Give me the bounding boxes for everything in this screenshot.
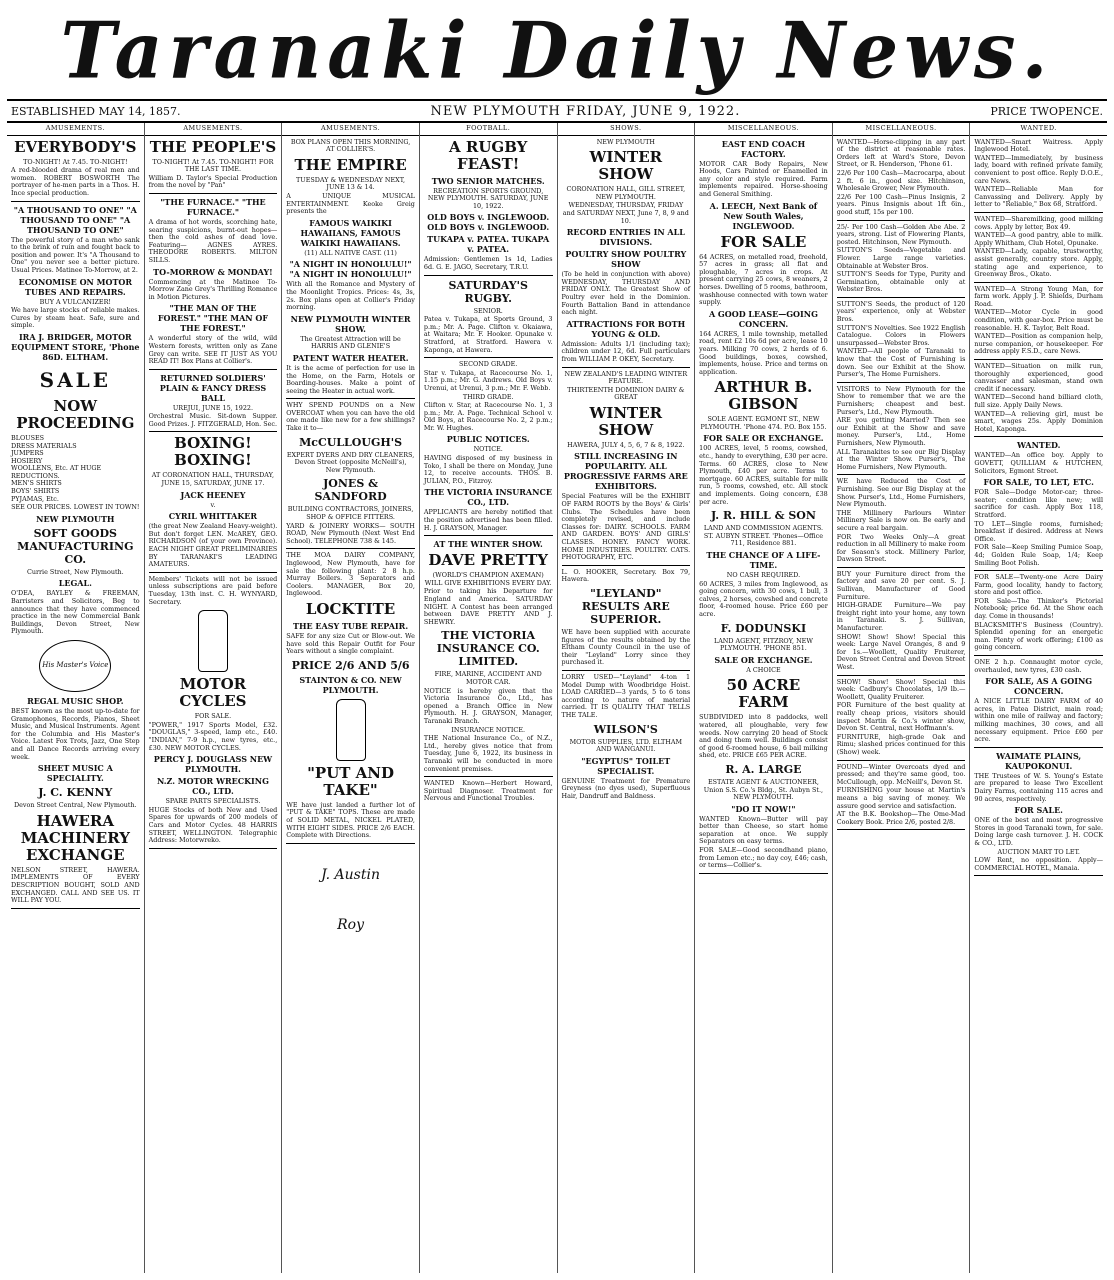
column-8 xyxy=(970,123,1107,1273)
advert-heading: A RUGBY FEAST! xyxy=(449,137,528,173)
advert-text: FOR SALE—Good secondhand piano, from Lemon etc.; no day coy, £46; cash, or terms—Collier's. xyxy=(699,846,828,870)
advert-heading: McCULLOUGH'S xyxy=(299,435,403,449)
advert-text: FOR Sale—The Thinker's Pictorial Notebook; price 6d. At the Show each day. Come in thousands! xyxy=(974,596,1103,621)
advert-caption: NEW PLYMOUTH xyxy=(596,137,655,146)
advert-heading: WAIMATE PLAINS, KAUPOKONUI. xyxy=(996,750,1082,771)
advert-text: 164 ACRES, 1 mile township, metalled road, rent £2 10s 6d per acre, lease 10 years. Milking 70 cows, 2 herds of 6. Good buildings, boxes, cowshed, implements, house. Price and terms on application. xyxy=(699,329,828,376)
advert-caption: The Greatest Attraction will be HARRIS AND GLENIE'S xyxy=(300,334,401,351)
advert-text: HIGH-GRADE Furniture—We pay freight right into your home, any town in Taranaki. S. J. Sullivan, Manufacturer. xyxy=(836,601,966,633)
advert-text: WANTED—Lady, capable, trustworthy, assist generally, country store. Apply, stating age and experience, to Greenway Bros., Okato. xyxy=(974,247,1103,279)
advert-caption: NOTICE. xyxy=(473,445,503,454)
advert-heading: "DO IT NOW!" xyxy=(731,803,796,814)
advert-heading: STAINTON & CO. NEW PLYMOUTH. xyxy=(299,674,402,695)
divider xyxy=(837,382,966,383)
advert-heading: THE VICTORIA INSURANCE CO., LTD. xyxy=(424,487,552,508)
divider xyxy=(286,398,415,399)
advert-heading: THE PEOPLE'S xyxy=(149,137,277,156)
advert-heading: PUBLIC NOTICES. xyxy=(446,434,530,445)
advert-caption: SOLE AGENT. EGMONT ST., NEW PLYMOUTH. 'Phone 474. P.O. Box 155. xyxy=(700,415,827,431)
divider xyxy=(149,431,278,432)
advert-text: (the great New Zealand Heavy-weight). But don't forget LEN. McAREY, GEO. RICHARDSON (of your own Province). EACH NIGHT GREAT PRELIMINARIES BY TARANAKI'S LEADING AMATEURS. xyxy=(148,522,278,569)
advert-heading: SALE xyxy=(39,367,111,392)
advert-text: DRESS MATERIALS xyxy=(11,441,77,450)
divider xyxy=(424,357,553,358)
advert-text: With all the Romance and Mystery of the Moonlight Tropics. Prices: 4s, 3s, 2s. Box plans open at Collier's Friday morning. xyxy=(286,280,415,312)
advert-text: A red-blooded drama of real men and women. ROBERT BOSWORTH The portrayer of he-men parts in a Thos. H. Ince special production. xyxy=(11,166,140,197)
advert-heading: SATURDAY'S RUGBY. xyxy=(448,278,528,305)
advert-text: Star v. Tukapa, at Racecourse No. 1, 1.15 p.m.; Mr. G. Andrews. Old Boys v. Urenui, at Urenui, 3 p.m.; Mr. F. Webb. xyxy=(423,368,553,392)
divider xyxy=(424,275,553,276)
divider xyxy=(837,760,966,761)
advert-heading: J. C. KENNY xyxy=(38,786,113,800)
divider xyxy=(149,369,278,370)
advert-caption: MOTOR SUPPLIES, LTD. ELTHAM AND WANGANUI. xyxy=(569,737,683,754)
divider xyxy=(11,908,140,909)
advert-text: Orchestral Music. Sit-down Supper. Good Prizes. J. FITZGERALD, Hon. Sec. xyxy=(148,412,278,428)
advert-heading: THE CHANCE OF A LIFE-TIME. xyxy=(706,550,821,570)
advert-caption: SEE OUR PRICES. LOWEST IN TOWN! xyxy=(11,503,140,512)
advert-text: WE have just landed a further lot of "PUT & TAKE" TOPS. These are made of SOLID METAL, NICKEL PLATED, WITH EIGHT SIDES. PRICE 2/6 EACH. Complete with Directions. xyxy=(286,800,415,840)
divider xyxy=(974,436,1103,437)
advert-caption: BOX PLANS OPEN THIS MORNING, AT COLLIER'S. xyxy=(290,137,411,154)
advert-text: 25/- Per 100 Cash—Golden Abe Abe. 2 years, strong. List of Flowering Plants, posted. Hitchinson, New Plymouth. xyxy=(836,222,966,246)
advert-text: ONE 2 h.p. Connaught motor cycle, overhauled, new tyres, £30 cash. xyxy=(974,658,1103,674)
column-heading: FOOTBALL. xyxy=(420,123,557,136)
advert-text: WANTED—All people of Taranaki to know that the Cost of Furnishing is down. See our Exhibit at the Show. Purser's, The Home Furnishers. xyxy=(836,347,966,379)
advert-text: SUTTON'S Seeds for Type, Purity and Germination, obtainable only at Webster Bros. xyxy=(836,270,966,294)
advert-caption: SECOND GRADE. xyxy=(459,360,518,369)
divider xyxy=(974,212,1103,213)
advert-text: BLACKSMITH'S Business (Country). Splendid opening for an energetic man. Plenty of work offering; £100 as going concern. xyxy=(974,620,1103,652)
advert-text: HUGE Stocks of both New and Used Spares for upwards of 200 models of Cars and Motor Cycles. 48 HARRIS STREET, WELLINGTON. Telegraphic Address: Motorwreko. xyxy=(148,805,278,845)
advert-heading: TUKAPA v. PATEA. TUKAPA v. PATEA. xyxy=(427,234,550,255)
advert-heading: 50 ACRE FARM xyxy=(726,676,801,712)
advert-caption: RECREATION SPORTS GROUND, NEW PLYMOUTH. SATURDAY, JUNE 10, 1922. xyxy=(427,186,549,210)
advert-caption: NO CASH REQUIRED. xyxy=(726,571,801,579)
advert-text: A wonderful story of the wild, wild Western forests, written only as Zane Grey can write. SEE IT JUST AS YOU READ IT! Box Plans at Collier's. xyxy=(148,334,278,366)
advert-caption: BUY A VULCANIZER! xyxy=(39,297,111,306)
advert-text: SUBDIVIDED into 8 paddocks, well watered, all ploughable, very few weeds. Now carrying 20 head of Stock and doing them well. Buildings consist of good 6-roomed house, 6 bail milking shed, etc. PRICE £65 PER ACRE. xyxy=(699,713,828,760)
columns-container xyxy=(7,122,1107,1273)
advert-text: O'DEA, BAYLEY & FREEMAN, Barristers and Solicitors, Beg to announce that they have commenced practice in the new Commercial Bank Buildings, Devon Street, New Plymouth. xyxy=(11,589,140,636)
advert-heading: "LEYLAND" RESULTS ARE SUPERIOR. xyxy=(581,587,670,626)
advert-heading: "A NIGHT IN HONOLULU!" "A NIGHT IN HONOLULU!" xyxy=(289,259,412,280)
column-4 xyxy=(420,123,558,1273)
advert-caption: LAND AGENT, FITZROY, NEW PLYMOUTH. 'PHONE 851. xyxy=(713,636,813,653)
advert-heading: FOR SALE xyxy=(720,232,807,251)
advert-text: William D. Taylor's Special Production from the novel by "Pan" xyxy=(148,173,278,190)
advert-text: MOTOR CAR Body Repairs, New Hoods, Cars Painted or Enamelled in any color and style required. Farm implements repaired. Horse-shoeing and General Smithing. xyxy=(699,159,828,198)
issue-date: NEW PLYMOUTH FRIDAY, JUNE 9, 1922. xyxy=(430,103,741,119)
divider xyxy=(562,367,691,368)
advert-text: HAVING disposed of my business in Toko, I shall be there on Monday, June 12, to receive accounts. THOS. B. JULIAN, P.O., Fitzroy. xyxy=(423,454,553,485)
advert-text: YARD & JOINERY WORKS— SOUTH ROAD, New Plymouth (Next West End School). TELEPHONE 738 & 145. xyxy=(286,521,415,545)
advert-heading: "EGYPTUS" TOILET SPECIALIST. xyxy=(581,755,671,776)
advert-text: WANTED—A Strong Young Man, for farm work. Apply J. P. Shields, Durham Road. xyxy=(974,284,1103,308)
advert-text: WANTED—Horse-clipping in any part of the district at reasonable rates. Orders left at Ward's Store, Devon Street, or R. Henderson, 'Phone 61. xyxy=(836,137,966,169)
advert-heading: LOCKTITE xyxy=(305,599,396,618)
advert-text: The powerful story of a man who sank to the brink of ruin and fought back to position and power. It's "A Thousand to One" you never see a better picture. Usual Prices. Matinee To-Morrow, at 2. xyxy=(11,235,140,274)
column-7 xyxy=(833,123,971,1273)
advert-caption: AT CORONATION HALL, THURSDAY, JUNE 15, SATURDAY, JUNE 17. xyxy=(151,471,275,488)
divider xyxy=(974,875,1103,876)
advert-heading: A GOOD LEASE—GOING CONCERN. xyxy=(708,308,818,329)
advert-text: WANTED—Reliable Man for Canvassing and Delivery. Apply by letter to "Reliable," Box 68, Stratford. xyxy=(974,185,1103,209)
advert-heading: OLD BOYS v. INGLEWOOD. OLD BOYS v. INGLEWOOD. xyxy=(427,212,550,233)
advert-text: LOW Rent, no opposition. Apply— COMMERCIAL HOTEL, Manaia. xyxy=(974,856,1103,872)
advert-caption: A CHOICE xyxy=(746,665,781,674)
advert-text: WANTED—Immediately, by business lady, board with refined private family, convenient to post office. Reply D.O.E., care News. xyxy=(974,153,1103,185)
advert-text: Prior to taking his Departure for England and America. SATURDAY NIGHT. A Contest has been arranged between DAVE PRETTY AND J. SHEWRY. xyxy=(423,587,553,626)
newspaper-page xyxy=(7,3,1107,1273)
advert-text: FOR Sale—Keep Smiling Pumice Soap, 4d; Golden Rule Soap, 1/4; Keep Smiling Boot Polish. xyxy=(974,543,1103,567)
advert-heading: HAWERA MACHINERY EXCHANGE xyxy=(20,811,130,864)
advert-caption: TO-NIGHT! At 7.45. TO-NIGHT! xyxy=(23,157,128,166)
advert-text: FOR SALE—Twenty-one Acre Dairy Farm, good locality, handy to factory, store and post office. xyxy=(974,573,1103,597)
advert-heading: RECORD ENTRIES IN ALL DIVISIONS. xyxy=(566,227,685,248)
advert-heading: RETURNED SOLDIERS' PLAIN & FANCY DRESS BALL xyxy=(159,372,267,403)
column-heading: MISCELLANEOUS. xyxy=(833,123,970,136)
advert-text: VISITORS to New Plymouth for the Show to remember that we are the Furnishers; cheapest and best. Purser's, Ltd., New Plymouth. xyxy=(836,384,966,416)
advert-caption: ESTATE AGENT & AUCTIONEER, Union S.S. Co.'s Bldg., St. Aubyn St., NEW PLYMOUTH. xyxy=(703,777,824,802)
advert-text: SUTTON'S Seeds—Vegetable and Flower. Large range varieties. Obtainable at Webster Bros. xyxy=(836,246,966,270)
advert-text: SUTTON'S Seeds, the product of 120 years' experience, only at Webster Bros. xyxy=(836,299,966,324)
price: PRICE TWOPENCE. xyxy=(990,104,1103,118)
advert-text: WHY SPEND POUNDS on a New OVERCOAT when you can have the old one made like new for a few shillings? Take it to— xyxy=(286,401,415,433)
advert-text: ALL Taranakites to see our Big Display at the Winter Show. Purser's, The Home Furnishers, New Plymouth. xyxy=(836,447,966,471)
advert-caption: HAWERA, JULY 4, 5, 6, 7 & 8, 1922. xyxy=(567,440,685,449)
advert-text: WANTED—Smart Waitress. Apply Inglewood Hotel. xyxy=(974,137,1103,154)
advert-caption: INSURANCE NOTICE. xyxy=(451,725,526,734)
advert-text: NOTICE is hereby given that the Victoria Insurance Co., Ltd., has opened a Branch Office in New Plymouth. H. J. GRAYSON, Manager, Taranaki Branch. xyxy=(423,686,553,725)
advert-heading: ARTHUR B. GIBSON xyxy=(714,378,813,414)
divider xyxy=(974,747,1103,748)
advert-text: BUY your Furniture direct from the factory and save 20 per cent. S. J. Sullivan, Manufacturer of Good Furniture. xyxy=(836,569,966,601)
advert-heading: PERCY J. DOUGLASS NEW PLYMOUTH. xyxy=(153,754,273,775)
advert-text: "POWER," 1917 Sports Model, £32. "DOUGLAS," 3-speed, lamp etc., £40. "INDIAN," 7-9 h.p., new tyres, etc., £30. NEW MOTOR CYCLES. xyxy=(148,720,278,752)
advert-text: AT the B.K. Bookshop—The Ome-Mad Cookery Book. Price 2/6, posted 2/8. xyxy=(836,810,966,826)
advert-text: FURNISHING your house at Martin's means a big saving of money. We assure good service and satisfaction. xyxy=(836,786,966,810)
advert-text: WANTED Known—Butter will pay better than Cheese, so start home separation at once. We supply Separators on easy terms. xyxy=(699,814,828,846)
column-heading: WANTED. xyxy=(970,123,1107,136)
advert-heading: MOTOR CYCLES xyxy=(179,675,247,711)
divider xyxy=(149,572,278,573)
divider xyxy=(11,201,140,202)
divider xyxy=(562,565,691,566)
column-heading: AMUSEMENTS. xyxy=(282,123,419,136)
advert-caption: BUILDING CONTRACTORS, JOINERS, SHOP & OFFICE FITTERS. xyxy=(287,505,414,522)
advert-text: WANTED—Motor Cycle in good condition, with gear-box. Price must be reasonable. H. K. Taylor, Belt Road. xyxy=(974,308,1103,332)
advert-heading: IRA J. BRIDGER, MOTOR EQUIPMENT STORE, 'Phone 86D. ELTHAM. xyxy=(11,331,140,362)
advert-text: TO LET—Single rooms, furnished; breakfast if desired. Address at News Office. xyxy=(974,519,1103,543)
divider xyxy=(837,829,966,830)
advert-caption: AUCTION MART TO LET. xyxy=(997,847,1080,856)
advert-text: FOR Furniture of the best quality at really cheap prices, visitors should inspect Martin & Co.'s winter show, Devon St. Central, next Hoffmann's. xyxy=(836,701,966,733)
advert-caption: EXPERT DYERS AND DRY CLEANERS, Devon Street (opposite McNeill's), New Plymouth. xyxy=(286,450,415,474)
advert-text: WANTED Known—Herbert Howard, Spiritual Diagnoser. Treatment for Nervous and Functional Troubles. xyxy=(423,779,553,803)
advert-heading: ATTRACTIONS FOR BOTH YOUNG & OLD. xyxy=(566,318,686,339)
advert-heading: WILSON'S xyxy=(593,722,658,736)
advert-text: A NICE LITTLE DAIRY FARM of 40 acres, in Patea District, main road; within one mile of railway and factory; milking machines, 30 cows, and all necessary equipment. Price £60 per acre. xyxy=(974,697,1103,744)
advert-caption: (11) ALL NATIVE CAST. (11) xyxy=(304,248,397,257)
divider xyxy=(837,220,966,221)
advert-heading: BOXING! BOXING! xyxy=(174,434,252,470)
signature-logo: J. Austin Roy xyxy=(321,866,380,933)
advert-heading: CYRIL WHITTAKER xyxy=(168,511,258,522)
advert-text: BOYS' SHIRTS xyxy=(11,487,60,496)
advert-heading: WINTER SHOW xyxy=(589,403,663,439)
advert-heading: PRICE 2/6 AND 5/6 xyxy=(291,658,410,672)
product-illustration-icon xyxy=(198,610,228,672)
advert-heading: "A THOUSAND TO ONE" "A THOUSAND TO ONE" "A THOUSAND TO ONE" xyxy=(13,204,137,235)
divider xyxy=(424,535,553,536)
advert-heading: JACK HEENEY xyxy=(180,489,246,500)
advert-text: BLOUSES xyxy=(11,433,44,442)
advert-text: (To be held in conjunction with above) WEDNESDAY, THURSDAY AND FRIDAY ONLY. The Greatest Show of Poultry ever held in the Dominion. Fourth Battalion Band in attendance each night. xyxy=(561,270,691,317)
product-illustration-icon xyxy=(336,699,366,761)
advert-heading: TWO SENIOR MATCHES. xyxy=(431,175,545,186)
advert-heading: WINTER SHOW xyxy=(589,148,663,184)
advert-caption: Devon Street Central, New Plymouth. xyxy=(14,801,137,810)
advert-text: NELSON STREET, HAWERA. IMPLEMENTS OF EVERY DESCRIPTION BOUGHT, SOLD AND EXCHANGED. CALL AND SEE US. IT WILL PAY YOU. xyxy=(11,865,140,905)
divider xyxy=(424,776,553,777)
advert-text: FOR Two Weeks Only—A great reduction in all Millinery to make room for Season's stock. Millinery Parlor, Dawson Street. xyxy=(836,532,966,564)
advert-heading: J. R. HILL & SON xyxy=(710,509,816,523)
gramophone-logo-icon: His Master's Voice xyxy=(39,640,111,692)
advert-heading: THE VICTORIA INSURANCE CO. LIMITED. xyxy=(436,629,540,669)
advert-text: SAFE for any size Cut or Blow-out. We have sold this Repair Outfit for Four Years without a single complaint. xyxy=(286,631,415,656)
advert-caption: THIRTEENTH DOMINION DAIRY & GREAT xyxy=(567,385,685,402)
advert-text: WE have Reduced the Cost of Furnishing. See our Big Display at the Show. Purser's, Ltd., Home Furnishers, New Plymouth. xyxy=(836,477,966,509)
advert-text: FOR Sale—Dodge Motor-car; three-seater; condition like new; will sacrifice for cash. Apply Box 118, Stratford. xyxy=(974,488,1103,519)
divider xyxy=(562,670,691,671)
advert-text: WANTED—Position as companion help, nurse companion, or housekeeper. For address apply F.S.D., care News. xyxy=(974,332,1103,356)
advert-caption: v. xyxy=(210,500,216,509)
advert-text: Admission: Gentlemen 1s 1d, Ladies 6d. G. E. JAGO, Secretary, T.R.U. xyxy=(423,255,553,271)
advert-text: WE have been supplied with accurate figures of the results obtained by the Eltham County Council in the use of their "Leyland" Lorry since they purchased it. xyxy=(561,628,691,667)
column-3 xyxy=(282,123,420,1273)
advert-heading: NEW PLYMOUTH xyxy=(36,513,115,524)
advert-text: A drama of hot words, scorching hate, searing suspicions, burnt-out hopes— then the cold ashes of dead love. Featuring— AGNES AYRES. THEODORE ROBERTS. MILTON SILLS. xyxy=(148,217,278,264)
advert-heading: PATENT WATER HEATER. xyxy=(292,352,409,363)
advert-heading: FAMOUS WAIKIKI HAWAIIANS, FAMOUS WAIKIKI HAWAIIANS. xyxy=(300,217,401,248)
advert-caption: WEDNESDAY, THURSDAY, FRIDAY and SATURDAY NEXT, June 7, 8, 9 and 10. xyxy=(562,201,689,225)
advert-heading: FOR SALE OR EXCHANGE. xyxy=(703,433,824,444)
advert-caption: FIRE, MARINE, ACCIDENT AND MOTOR CAR. xyxy=(434,670,542,686)
advert-heading: N.Z. MOTOR WRECKING CO., LTD. xyxy=(156,776,269,797)
divider xyxy=(837,567,966,568)
advert-text: It is the acme of perfection for use in the Home, on the Farm, Hotels or Boarding-houses. Make a point of seeing the Heater in actual work. xyxy=(286,363,415,395)
advert-text: FOUND—Winter Overcoats dyed and pressed; and they're same good, too. McCullough, opp. McNeill's, Devon St. xyxy=(836,762,966,786)
advert-heading: "THE FURNACE." "THE FURNACE." xyxy=(160,196,266,217)
advert-heading: TO-MORROW & MONDAY! xyxy=(153,266,273,277)
divider xyxy=(286,548,415,549)
advert-text: THE Millinery Parlours Winter Millinery Sale is now on. Be early and secure a real bargain. xyxy=(836,508,966,532)
advert-text: We have large stocks of reliable makes. Cures by steam heat. Safe, sure and simple. xyxy=(11,306,140,330)
advert-text: 100 ACRES, level, 5 rooms, cowshed, etc., handy to everything, £30 per acre. Terms. 60 ACRES, close to New Plymouth, £40 per acre. Terms to mortgage. 60 ACRES, suitable for milk run, 5 rooms, cowshed, etc. All stock and implements. Going concern, £38 per acre. xyxy=(699,444,828,506)
divider xyxy=(837,474,966,475)
masthead xyxy=(7,3,1107,99)
advert-text: SUTTON'S Novelties. See 1922 English Catalogue. Colors in Flowers unsurpassed—Webster Bros. xyxy=(836,323,966,347)
advert-text: 60 ACRES, 3 miles from Inglewood, as going concern, with 30 cows, 1 bull, 3 calves, 2 horses, cowshed and concrete floor, 4-roomed house. Price £60 per acre. xyxy=(699,579,828,618)
advert-heading: SHEET MUSIC A SPECIALITY. xyxy=(37,763,113,784)
advert-heading: POULTRY SHOW POULTRY SHOW xyxy=(565,249,687,270)
advert-caption: SENIOR. xyxy=(473,306,503,315)
advert-heading: WANTED. xyxy=(1016,440,1061,451)
advert-text: WANTED—An office boy. Apply to GOVETT, QUILLIAM & HUTCHEN, Solicitors, Egmont Street. xyxy=(974,451,1103,475)
advert-text: GENUINE Treatment for Premature Greyness (no dyes used), Superfluous Hair, Dandruff and Baldness. xyxy=(561,776,691,800)
advert-text: Members' Tickets will not be issued unless subscriptions are paid before Tuesday, 13th inst. C. H. WYNYARD, Secretary. xyxy=(148,574,278,606)
advert-caption: NEW ZEALAND'S LEADING WINTER FEATURE. xyxy=(564,369,688,386)
advert-heading: DAVE PRETTY xyxy=(428,551,548,570)
divider xyxy=(974,655,1103,656)
column-heading: SHOWS. xyxy=(558,123,695,136)
advert-text: A UNIQUE MUSICAL ENTERTAINMENT. Keoke Greig presents the xyxy=(286,191,415,216)
advert-text: FURNITURE, high-grade Oak and Rimu; slashed prices continued for this (Show) week. xyxy=(836,732,966,756)
advert-text: 22/6 Per 100 Cash—Macrocarpa, about 2 ft. 6 in., good size. Hitchinson, Wholesale Grower, New Plymouth. xyxy=(836,168,966,193)
divider xyxy=(974,570,1103,571)
advert-text: JUMPERS xyxy=(11,449,44,458)
divider xyxy=(149,848,278,849)
advert-text: THE MOA DAIRY COMPANY, Inglewood, New Plymouth, have for sale the following plant: 2 8 h.p. Murray Boilers. 3 Separators and Coolers. MANAGER, Box 20, Inglewood. xyxy=(286,551,415,598)
divider xyxy=(149,193,278,194)
newspaper-title: Taranaki Daily News. xyxy=(60,5,1054,97)
divider xyxy=(699,873,828,874)
advert-text: SHOW! Show! Show! Special this week: Large Navel Oranges, 8 and 9 for 1s.—Woollett, Quality Fruiterer, Devon Street Central and Devon Street West. xyxy=(836,632,966,671)
established-date: ESTABLISHED MAY 14, 1857. xyxy=(11,104,181,118)
advert-text: L. O. HOOKER, Secretary. Box 79, Hawera. xyxy=(561,567,691,584)
column-1 xyxy=(7,123,145,1273)
divider xyxy=(286,843,415,844)
advert-heading: FOR SALE, AS A GOING CONCERN. xyxy=(985,676,1093,697)
advert-caption: TUESDAY & WEDNESDAY NEXT, JUNE 13 & 14. xyxy=(296,175,406,192)
advert-caption: SPARE PARTS SPECIALISTS. xyxy=(165,797,261,806)
advert-caption: TO-NIGHT! At 7.45. TO-NIGHT! FOR THE LAST TIME. xyxy=(152,157,274,174)
advert-caption: CORONATION HALL, GILL STREET, NEW PLYMOUTH. xyxy=(566,185,686,201)
column-6 xyxy=(695,123,833,1273)
advert-text: MEN'S SHIRTS xyxy=(11,479,62,488)
advert-heading: THE EMPIRE xyxy=(294,155,407,174)
divider xyxy=(837,675,966,676)
advert-text: WANTED—Second hand billiard cloth, full size. Apply Daily News. xyxy=(974,393,1103,409)
advert-heading: AT THE WINTER SHOW. xyxy=(433,539,543,550)
advert-text: Clifton v. Star, at Racecourse No. 1, 3 p.m.; Mr. A. Page. Technical School v. Old Boys, at Racecourse No. 2, 2 p.m.; Mr. W. Hughes. xyxy=(423,401,553,432)
advert-caption: FOR SALE. xyxy=(194,712,232,721)
advert-heading: "THE MAN OF THE FOREST." "THE MAN OF THE FOREST." xyxy=(157,303,269,334)
advert-caption: LAND AND COMMISSION AGENTS. ST. AUBYN STREET. 'Phones—Office 711, Residence 881. xyxy=(703,524,824,548)
column-2 xyxy=(145,123,283,1273)
dateline-bar xyxy=(7,99,1107,122)
advert-heading: NEW PLYMOUTH WINTER SHOW. xyxy=(290,313,411,334)
advert-text: WOOLLENS, Etc. AT HUGE REDUCTIONS. xyxy=(11,464,102,480)
advert-text: ARE you getting Married? Then see our Exhibit at the Show and save money. Purser's, Ltd., Home Furnishers, New Plymouth. xyxy=(836,416,966,447)
advert-text: Commencing at the Matinee To-Morrow Zane Grey's Thrilling Romance in Motion Pictures. xyxy=(148,277,278,301)
advert-text: 22/6 Per 100 Cash—Pinus Insignis, 2 years. Pinus Insignis about 1ft 6in., good stuff, 15s per 100. xyxy=(836,192,966,216)
advert-heading: FOR SALE, TO LET, ETC. xyxy=(983,477,1094,488)
advert-heading: LEGAL. xyxy=(58,578,92,589)
advert-text: LORRY USED—"Leyland" 4-ton 1 Model Dump with Woodbridge Hoist. LOAD CARRIED—3 yards, 5 to 6 tons according to nature of material carried. IT IS QUALITY THAT TELLS THE TALE. xyxy=(561,672,691,719)
advert-heading: EVERYBODY'S xyxy=(14,137,137,156)
advert-text: PYJAMAS, Etc. xyxy=(11,494,59,503)
advert-text: HOSIERY xyxy=(11,456,43,465)
advert-text: Patea v. Tukapa, at Sports Ground, 3 p.m.; Mr. A. Page. Clifton v. Okaiawa, at Waitara; Mr. F. Hooker. Opunake v. Stratford, at Stratford. Hawera v. Kaponga, at Hawera. xyxy=(423,315,553,354)
advert-heading: "PUT AND TAKE" xyxy=(307,763,395,799)
divider xyxy=(974,359,1103,360)
advert-text: Special Features will be the EXHIBIT OF FARM ROOTS by the Boys' & Girls' Clubs. The Schedules have been completely revised, and include Classes for: DAIRY. SCHOOLS. FARM AND GARDEN. BOYS' AND GIRLS' CLASSES. HONEY. FANCY WORK. HOME INDUSTRIES. POULTRY. CATS. PHOTOGRAPHY, ETC. xyxy=(561,492,691,562)
advert-text: 64 ACRES, on metalled road, freehold, 57 acres in grass; all flat and ploughable, 7 acres in crops. At present carrying 25 cows, 8 weaners, 2 horses. Dwelling of 5 rooms, bathroom, washhouse connected with town water supply. xyxy=(699,252,828,307)
advert-text: WANTED—A relieving girl, must be smart, wages 25s. Apply Dominion Hotel, Kaponga. xyxy=(974,409,1103,433)
advert-text: WANTED—A good pantry, able to milk. Apply Whitham, Club Hotel, Opunake. xyxy=(974,231,1103,247)
advert-text: APPLICANTS are hereby notified that the position advertised has been filled. H. J. GRAYSON, Manager. xyxy=(423,508,553,532)
column-5 xyxy=(558,123,696,1273)
divider xyxy=(837,297,966,298)
advert-heading: REGAL MUSIC SHOP. xyxy=(27,696,124,706)
advert-heading: STILL INCREASING IN POPULARITY. ALL PROGRESSIVE FARMS ARE EXHIBITORS. xyxy=(563,451,688,492)
advert-caption: (WORLD'S CHAMPION AXEMAN) WILL GIVE EXHIBITIONS EVERY DAY. xyxy=(424,571,552,587)
advert-heading: FOR SALE. xyxy=(1014,805,1063,816)
advert-text: Admission: Adults 1/1 (including tax); children under 12, 6d. Full particulars from WILLIAM P. OKEY, Secretary. xyxy=(561,339,691,363)
advert-text: WANTED—Situation on milk run, thoroughly experienced, good canvasser and salesman, stand own credit if necessary. xyxy=(974,362,1103,393)
advert-heading: R. A. LARGE xyxy=(725,762,802,776)
advert-heading: SOFT GOODS MANUFACTURING CO. xyxy=(17,526,134,566)
advert-text: THE National Insurance Co., of N.Z., Ltd., hereby gives notice that from Tuesday, June 6, 1922, its business in Taranaki will be conducted in more convenient premises. xyxy=(423,734,553,773)
advert-heading: SALE OR EXCHANGE. xyxy=(714,654,813,665)
advert-heading: ECONOMISE ON MOTOR TUBES AND REPAIRS. xyxy=(18,276,133,297)
advert-heading: NOW PROCEEDING xyxy=(16,396,135,432)
advert-text: SHOW! Show! Show! Special this week: Cadbury's Chocolates, 1/9 lb.—Woollett, Quality Fruiterer. xyxy=(836,677,966,701)
advert-heading: THE EASY TUBE REPAIR. xyxy=(293,620,409,631)
advert-heading: EAST END COACH FACTORY. xyxy=(721,138,806,159)
advert-caption: Currie Street, New Plymouth. xyxy=(26,567,124,576)
advert-text: WANTED—Sharemilking, good milking cows. Apply by letter, Box 49. xyxy=(974,214,1103,231)
advert-text: BEST known as the most up-to-date for Gramophones, Records, Pianos, Sheet Music, and Musical Instruments. Agent for the Columbia and His Master's Voice. Latest Fox Trots, Jazz, One Step and all Dance Records arriving every week. xyxy=(11,707,140,761)
divider xyxy=(974,282,1103,283)
advert-caption: THIRD GRADE. xyxy=(462,392,514,401)
column-heading: AMUSEMENTS. xyxy=(145,123,282,136)
advert-heading: A. LEECH, Next Bank of New South Wales, INGLEWOOD. xyxy=(709,200,818,231)
advert-text: ONE of the best and most progressive Stores in good Taranaki town, for sale. Doing large cash turnover. J. H. COCK & CO., LTD. xyxy=(974,816,1103,847)
advert-text: THE Trustees of W. S. Young's Estate are prepared to lease Two Excellent Dairy Farms, containing 115 acres and 90 acres, respectively. xyxy=(974,771,1103,803)
column-heading: AMUSEMENTS. xyxy=(7,123,144,136)
column-heading: MISCELLANEOUS. xyxy=(695,123,832,136)
advert-heading: F. DODUNSKI xyxy=(720,621,807,635)
advert-heading: JONES & SANDFORD xyxy=(314,477,387,504)
advert-caption: UREJUI, JUNE 15, 1922. xyxy=(172,403,253,412)
